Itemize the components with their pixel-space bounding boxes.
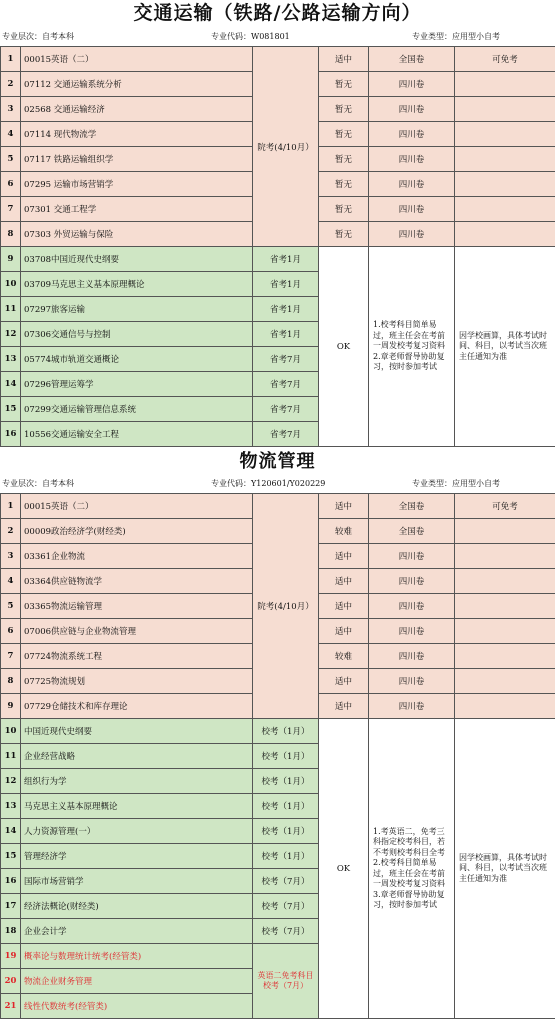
course-name: 07114 现代物流学: [21, 122, 253, 147]
exam-time-cell: 校考（1月）: [253, 794, 319, 819]
difficulty-cell: 适中: [319, 569, 369, 594]
row-number: 6: [1, 619, 21, 644]
course-name: 概率论与数理统计统考(经管类): [21, 944, 253, 969]
exam-time-cell: 省考7月: [253, 397, 319, 422]
paper-cell: 全国卷: [369, 494, 455, 519]
row-number: 9: [1, 247, 21, 272]
type-label: 专业类型：应用型小自考: [412, 479, 500, 488]
row-number: 18: [1, 919, 21, 944]
remark-cell: [455, 197, 555, 222]
course-name: 07303 外贸运输与保险: [21, 222, 253, 247]
difficulty-cell: 适中: [319, 494, 369, 519]
difficulty-cell: 暂无: [319, 97, 369, 122]
course-name: 企业经营战略: [21, 744, 253, 769]
course-name: 07306交通信号与控制: [21, 322, 253, 347]
exam-time-cell: 省考1月: [253, 297, 319, 322]
exam-method-cell: 院考(4/10月）: [253, 47, 319, 247]
level-label: 专业层次：自考本科: [2, 32, 74, 41]
course-name: 03365物流运输管理: [21, 594, 253, 619]
difficulty-cell: 较难: [319, 644, 369, 669]
difficulty-cell: 暂无: [319, 197, 369, 222]
exam-time-cell: 校考（7月）: [253, 869, 319, 894]
paper-cell: 四川卷: [369, 694, 455, 719]
row-number: 13: [1, 794, 21, 819]
course-name: 07724物流系统工程: [21, 644, 253, 669]
difficulty-cell: 暂无: [319, 147, 369, 172]
paper-cell: 四川卷: [369, 644, 455, 669]
row-number: 12: [1, 322, 21, 347]
row-number: 10: [1, 719, 21, 744]
row-number: 2: [1, 519, 21, 544]
row-number: 14: [1, 372, 21, 397]
row-number: 8: [1, 669, 21, 694]
remark-cell: [455, 72, 555, 97]
paper-cell: 全国卷: [369, 47, 455, 72]
remark-cell: [455, 619, 555, 644]
course-name: 03708中国近现代史纲要: [21, 247, 253, 272]
course-name: 00015英语（二）: [21, 494, 253, 519]
code-label: 专业代码：Y120601/Y020229: [211, 479, 326, 488]
meta-row-transport: [0, 28, 555, 46]
difficulty-cell: 暂无: [319, 172, 369, 197]
remark-cell: 可免考: [455, 47, 555, 72]
difficulty-cell: 适中: [319, 544, 369, 569]
exam-time-cell: 省考7月: [253, 372, 319, 397]
row-number: 1: [1, 494, 21, 519]
course-name: 07301 交通工程学: [21, 197, 253, 222]
course-name: 03361企业物流: [21, 544, 253, 569]
difficulty-cell: 暂无: [319, 72, 369, 97]
table-row: [1, 47, 555, 72]
course-name: 07117 铁路运输组织学: [21, 147, 253, 172]
course-name: 企业会计学: [21, 919, 253, 944]
ok-cell: OK: [319, 719, 369, 1019]
row-number: 9: [1, 694, 21, 719]
course-name: 00009政治经济学(财经类): [21, 519, 253, 544]
course-name: 07112 交通运输系统分析: [21, 72, 253, 97]
course-name: 07296管理运筹学: [21, 372, 253, 397]
course-name: 管理经济学: [21, 844, 253, 869]
row-number: 17: [1, 894, 21, 919]
note-cell: 1.校考科目简单易过，班主任会在考前一周发校考复习资料2.章老师督导协助复习，按时参加考试: [369, 247, 455, 447]
course-name: 07729仓储技术和库存理论: [21, 694, 253, 719]
exam-time-cell: 校考（7月）: [253, 919, 319, 944]
remark-cell: [455, 122, 555, 147]
course-name: 组织行为学: [21, 769, 253, 794]
exam-time-cell: 校考（1月）: [253, 769, 319, 794]
row-number: 10: [1, 272, 21, 297]
row-number: 5: [1, 147, 21, 172]
code-label: 专业代码：W081801: [211, 32, 290, 41]
row-number: 7: [1, 644, 21, 669]
remark-cell: [455, 97, 555, 122]
row-number: 12: [1, 769, 21, 794]
row-number: 4: [1, 122, 21, 147]
exam-time-cell: 校考（1月）: [253, 819, 319, 844]
course-name: 00015英语（二）: [21, 47, 253, 72]
course-name: 03364供应链物流学: [21, 569, 253, 594]
row-number: 7: [1, 197, 21, 222]
row-number: 5: [1, 594, 21, 619]
paper-cell: 全国卷: [369, 519, 455, 544]
remark-cell: [455, 694, 555, 719]
paper-cell: 四川卷: [369, 97, 455, 122]
table-row: [1, 494, 555, 519]
row-number: 3: [1, 544, 21, 569]
meta-row-logistics: [0, 475, 555, 493]
course-name: 国际市场营销学: [21, 869, 253, 894]
logistics-section: [0, 447, 555, 1019]
course-name: 05774城市轨道交通概论: [21, 347, 253, 372]
difficulty-cell: 适中: [319, 669, 369, 694]
transport-section: [0, 0, 555, 447]
paper-cell: 四川卷: [369, 569, 455, 594]
course-name: 07725物流规划: [21, 669, 253, 694]
difficulty-cell: 适中: [319, 47, 369, 72]
exam-time-cell: 校考（1月）: [253, 844, 319, 869]
paper-cell: 四川卷: [369, 544, 455, 569]
paper-cell: 四川卷: [369, 122, 455, 147]
paper-cell: 四川卷: [369, 594, 455, 619]
note-cell: 1.考英语二，免考三科指定校考科目，若不考则校考科目全考2.校考科目简单易过，班主任会在考前一周发校考复习资料3.章老师督导协助复习，按时参加考试: [369, 719, 455, 1019]
paper-cell: 四川卷: [369, 172, 455, 197]
row-number: 16: [1, 422, 21, 447]
remark-cell: [455, 594, 555, 619]
row-number: 4: [1, 569, 21, 594]
paper-cell: 四川卷: [369, 72, 455, 97]
difficulty-cell: 暂无: [319, 222, 369, 247]
course-name: 马克思主义基本原理概论: [21, 794, 253, 819]
exam-time-cell: 校考（1月）: [253, 744, 319, 769]
english-alt-cell: 英语二免考科目校考（7月）: [253, 944, 319, 1019]
exam-time-cell: 省考7月: [253, 422, 319, 447]
difficulty-cell: 暂无: [319, 122, 369, 147]
course-name: 物流企业财务管理: [21, 969, 253, 994]
row-number: 15: [1, 397, 21, 422]
remark-cell: [455, 172, 555, 197]
course-name: 中国近现代史纲要: [21, 719, 253, 744]
table-row: [1, 247, 555, 272]
section-title-transport: 交通运输（铁路/公路运输方向）: [133, 2, 422, 24]
course-name: 02568 交通运输经济: [21, 97, 253, 122]
row-number: 3: [1, 97, 21, 122]
row-number: 11: [1, 297, 21, 322]
exam-time-cell: 省考1月: [253, 247, 319, 272]
remark-cell: [455, 669, 555, 694]
remark-cell: [455, 544, 555, 569]
note-cell: 因学校画算，具体考试时间、科目，以考试当次班主任通知为准: [455, 247, 555, 447]
ok-cell: OK: [319, 247, 369, 447]
row-number: 21: [1, 994, 21, 1019]
course-name: 07295 运输市场营销学: [21, 172, 253, 197]
row-number: 6: [1, 172, 21, 197]
paper-cell: 四川卷: [369, 669, 455, 694]
table-row: [1, 719, 555, 744]
course-name: 经济法概论(财经类): [21, 894, 253, 919]
difficulty-cell: 适中: [319, 619, 369, 644]
course-name: 03709马克思主义基本原理概论: [21, 272, 253, 297]
course-table-logistics: [0, 493, 555, 1019]
course-name: 07299交通运输管理信息系统: [21, 397, 253, 422]
paper-cell: 四川卷: [369, 619, 455, 644]
difficulty-cell: 较难: [319, 519, 369, 544]
exam-time-cell: 校考（1月）: [253, 719, 319, 744]
exam-time-cell: 省考7月: [253, 347, 319, 372]
exam-method-cell: 院考(4/10月）: [253, 494, 319, 719]
remark-cell: [455, 644, 555, 669]
remark-cell: [455, 519, 555, 544]
exam-time-cell: 省考1月: [253, 272, 319, 297]
paper-cell: 四川卷: [369, 147, 455, 172]
row-number: 15: [1, 844, 21, 869]
row-number: 16: [1, 869, 21, 894]
course-name: 07297旅客运输: [21, 297, 253, 322]
exam-time-cell: 省考1月: [253, 322, 319, 347]
row-number: 14: [1, 819, 21, 844]
paper-cell: 四川卷: [369, 222, 455, 247]
row-number: 13: [1, 347, 21, 372]
level-label: 专业层次：自考本科: [2, 479, 74, 488]
paper-cell: 四川卷: [369, 197, 455, 222]
row-number: 1: [1, 47, 21, 72]
type-label: 专业类型：应用型小自考: [412, 32, 500, 41]
remark-cell: [455, 147, 555, 172]
row-number: 2: [1, 72, 21, 97]
course-name: 07006供应链与企业物流管理: [21, 619, 253, 644]
remark-cell: [455, 222, 555, 247]
course-name: 10556交通运输安全工程: [21, 422, 253, 447]
remark-cell: [455, 569, 555, 594]
difficulty-cell: 适中: [319, 694, 369, 719]
note-cell: 因学校画算，具体考试时间、科目，以考试当次班主任通知为准: [455, 719, 555, 1019]
row-number: 20: [1, 969, 21, 994]
course-name: 人力资源管理(一）: [21, 819, 253, 844]
course-name: 线性代数统考(经管类): [21, 994, 253, 1019]
exam-time-cell: 校考（7月）: [253, 894, 319, 919]
remark-cell: 可免考: [455, 494, 555, 519]
section-title-logistics: 物流管理: [239, 451, 316, 472]
row-number: 11: [1, 744, 21, 769]
row-number: 19: [1, 944, 21, 969]
course-table-transport: [0, 46, 555, 447]
row-number: 8: [1, 222, 21, 247]
difficulty-cell: 适中: [319, 594, 369, 619]
